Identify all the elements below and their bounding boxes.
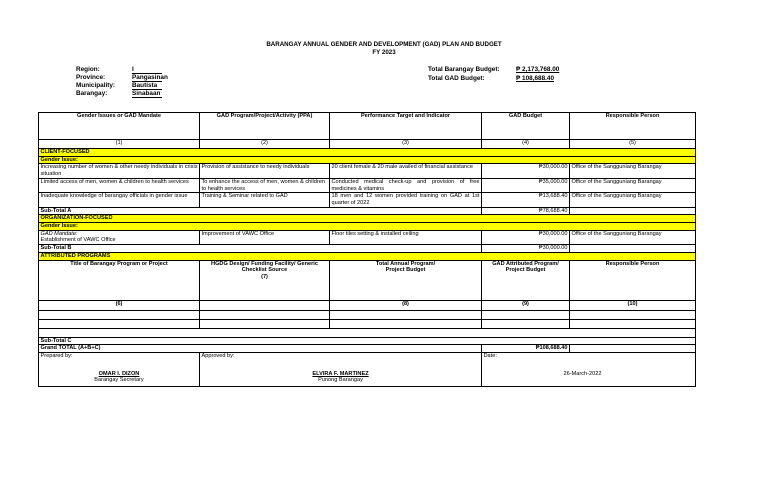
issue-cell: Increasing number of women & other needy individuals in crisis situation <box>40 164 198 178</box>
target-cell: 20 client female & 20 male availed of financial assistance <box>330 164 482 178</box>
issue-cell: Limited access of men, women & children to health services <box>39 178 200 192</box>
col-hgdg-source <box>200 260 330 300</box>
region-label: Region: <box>76 66 100 73</box>
col-gad-attributed-budget <box>482 260 570 300</box>
col-number: (8) <box>330 300 482 310</box>
empty-cell <box>200 310 330 319</box>
budget-cell: ₱30,000.00 <box>482 230 570 244</box>
grand-total-value: ₱108,688.40 <box>482 345 570 353</box>
table-row <box>39 310 696 319</box>
section-gender-issue: Gender Issue: <box>39 223 696 231</box>
col-gad-ppa: GAD Program/Project/Activity (PPA) <box>200 113 330 140</box>
table-row <box>39 164 696 178</box>
prepared-by-title: Barangay Secretary <box>94 377 144 384</box>
region-value: I <box>132 66 134 73</box>
total-gad-budget-label: Total GAD Budget: <box>428 75 485 82</box>
subtotal-row <box>39 245 696 253</box>
person-cell: Office of the Sangguniang Barangay <box>570 164 696 178</box>
municipality-value: Bautista <box>132 82 158 89</box>
empty-cell <box>39 319 200 328</box>
col-total-annual-text: Total Annual Program/ Project Budget <box>375 260 436 274</box>
section-row <box>39 252 696 260</box>
prepared-by-name: OMAR I. DIZON <box>98 370 140 377</box>
col-number: (6) <box>39 300 200 310</box>
col-gad-attributed-text: GAD Attributed Program/ Project Budget <box>492 260 559 274</box>
date-value: 26-March-2022 <box>563 370 602 377</box>
table-header-row <box>39 113 696 140</box>
subtotal-row <box>39 207 696 215</box>
person-cell: Office of the Sangguniang Barangay <box>570 193 696 207</box>
section-row <box>39 223 696 231</box>
col-number: (1) <box>39 140 200 149</box>
subtotal-b-label: Sub-Total B <box>39 245 482 253</box>
total-barangay-budget-label: Total Barangay Budget: <box>428 66 500 73</box>
approved-by-name: ELVIRA F. MARTINEZ <box>312 370 369 377</box>
col-number: (9) <box>482 300 570 310</box>
column-number-row <box>39 140 696 149</box>
underline <box>132 81 162 82</box>
col-hgdg-text: HGDG Design/ Funding Facility/ Generic Checklist Source <box>211 260 318 274</box>
empty-cell <box>330 310 482 319</box>
ppa-cell: To enhance the access of men, women & children to health services <box>200 178 330 192</box>
col-total-annual-budget <box>330 260 482 300</box>
subtotal-row <box>39 337 696 345</box>
table-row <box>39 230 696 244</box>
target-cell: 18 men and 12 women provided training on GAD at 1st quarter of 2022 <box>331 193 480 206</box>
grand-total-label: Grand TOTAL (A+B+C) <box>39 345 482 353</box>
empty-cell <box>482 319 570 328</box>
ppa-cell: Provision of assistance to needy individuals <box>200 164 330 178</box>
empty-cell <box>570 207 696 215</box>
province-value: Pangasinan <box>132 74 168 81</box>
table-row <box>39 328 696 337</box>
section-attributed-programs: ATTRIBUTED PROGRAMS <box>39 252 696 260</box>
subtotal-a-value: ₱78,688.40 <box>482 207 570 215</box>
gad-plan-table <box>38 112 696 387</box>
section-gender-issue: Gender Issue: <box>39 156 696 164</box>
municipality-label: Municipality: <box>76 82 116 89</box>
attributed-header-row <box>39 260 696 300</box>
gad-mandate-text: Establishment of VAWC Office <box>40 237 116 244</box>
underline <box>132 89 162 90</box>
col-number: (10) <box>570 300 696 310</box>
empty-cell <box>330 319 482 328</box>
col-gad-budget: GAD Budget <box>482 113 570 140</box>
empty-cell <box>482 310 570 319</box>
subtotal-b-value: ₱30,000.00 <box>482 245 570 253</box>
col-program-title <box>39 260 200 300</box>
ppa-cell: Improvement of VAWC Office <box>200 230 330 244</box>
budget-cell: ₱13,688.40 <box>482 193 570 207</box>
col-number: (4) <box>482 140 570 149</box>
col-gender-issues: Gender Issues or GAD Mandate <box>39 113 200 140</box>
province-label: Province: <box>76 74 106 81</box>
ppa-cell: Training & Seminar related to GAD <box>200 193 330 207</box>
section-row <box>39 215 696 223</box>
approved-by-label: Approved by: <box>201 352 235 359</box>
budget-cell: ₱30,000.00 <box>482 164 570 178</box>
date-label: Date: <box>483 352 497 359</box>
fiscal-year: FY 2023 <box>372 49 396 56</box>
underline <box>132 73 162 74</box>
col-responsible-person: Responsible Person <box>570 113 696 140</box>
col-responsible-text: Responsible Person <box>605 260 660 267</box>
col-program-title-text: Title of Barangay Program or Project <box>70 260 168 267</box>
subtotal-a-label: Sub-Total A <box>39 207 482 215</box>
table-row <box>39 193 696 207</box>
issue-cell: Inadequate knowledge of barangay officials in gender issue <box>39 193 200 207</box>
grand-total-row <box>39 345 696 353</box>
gad-mandate-label: GAD Mandate: <box>40 230 78 237</box>
subtotal-c-label: Sub-Total C <box>39 337 696 345</box>
target-cell: Floor tiles setting & installed ceiling <box>330 230 482 244</box>
section-row <box>39 156 696 164</box>
approved-by-cell <box>200 352 482 386</box>
empty-cell <box>570 319 696 328</box>
total-gad-budget-value: ₱ 108,688.40 <box>516 75 555 82</box>
col-number: (5) <box>570 140 696 149</box>
col-responsible-person-2 <box>570 260 696 300</box>
date-cell <box>482 352 696 386</box>
col-number: (3) <box>330 140 482 149</box>
person-cell: Office of the Sangguniang Barangay <box>570 230 696 244</box>
col-number: (2) <box>200 140 330 149</box>
section-row <box>39 149 696 157</box>
empty-cell <box>570 245 696 253</box>
person-cell: Office of the Sangguniang Barangay <box>570 178 696 192</box>
budget-cell: ₱35,000.00 <box>482 178 570 192</box>
target-cell: Conducted medical check-up and provision of free medicines & vitamins <box>331 178 480 192</box>
section-organization-focused: ORGANIZATION-FOCUSED <box>39 215 696 223</box>
document-title: BARANGAY ANNUAL GENDER AND DEVELOPMENT (GAD) PLAN AND BUDGET <box>266 41 502 48</box>
attributed-number-row <box>39 300 696 310</box>
total-barangay-budget-value: ₱ 2,173,768.00 <box>516 66 560 73</box>
empty-cell <box>570 310 696 319</box>
empty-cell <box>39 328 696 337</box>
empty-cell <box>200 319 330 328</box>
table-row <box>39 178 696 192</box>
section-client-focused: CLIENT-FOCUSED <box>39 149 696 157</box>
col-performance-target: Performance Target and Indicator <box>330 113 482 140</box>
prepared-by-label: Prepared by: <box>40 352 73 359</box>
barangay-label: Barangay: <box>76 90 108 97</box>
col-number: (7) <box>261 273 268 280</box>
underline <box>132 97 162 98</box>
col-number <box>200 300 330 310</box>
barangay-value: Sinabaan <box>132 90 161 97</box>
approved-by-title: Punong Barangay <box>318 377 363 384</box>
prepared-by-cell <box>39 352 200 386</box>
empty-cell <box>39 310 200 319</box>
signature-row <box>39 352 696 386</box>
mandate-cell <box>39 230 200 244</box>
empty-cell <box>570 345 696 353</box>
table-row <box>39 319 696 328</box>
